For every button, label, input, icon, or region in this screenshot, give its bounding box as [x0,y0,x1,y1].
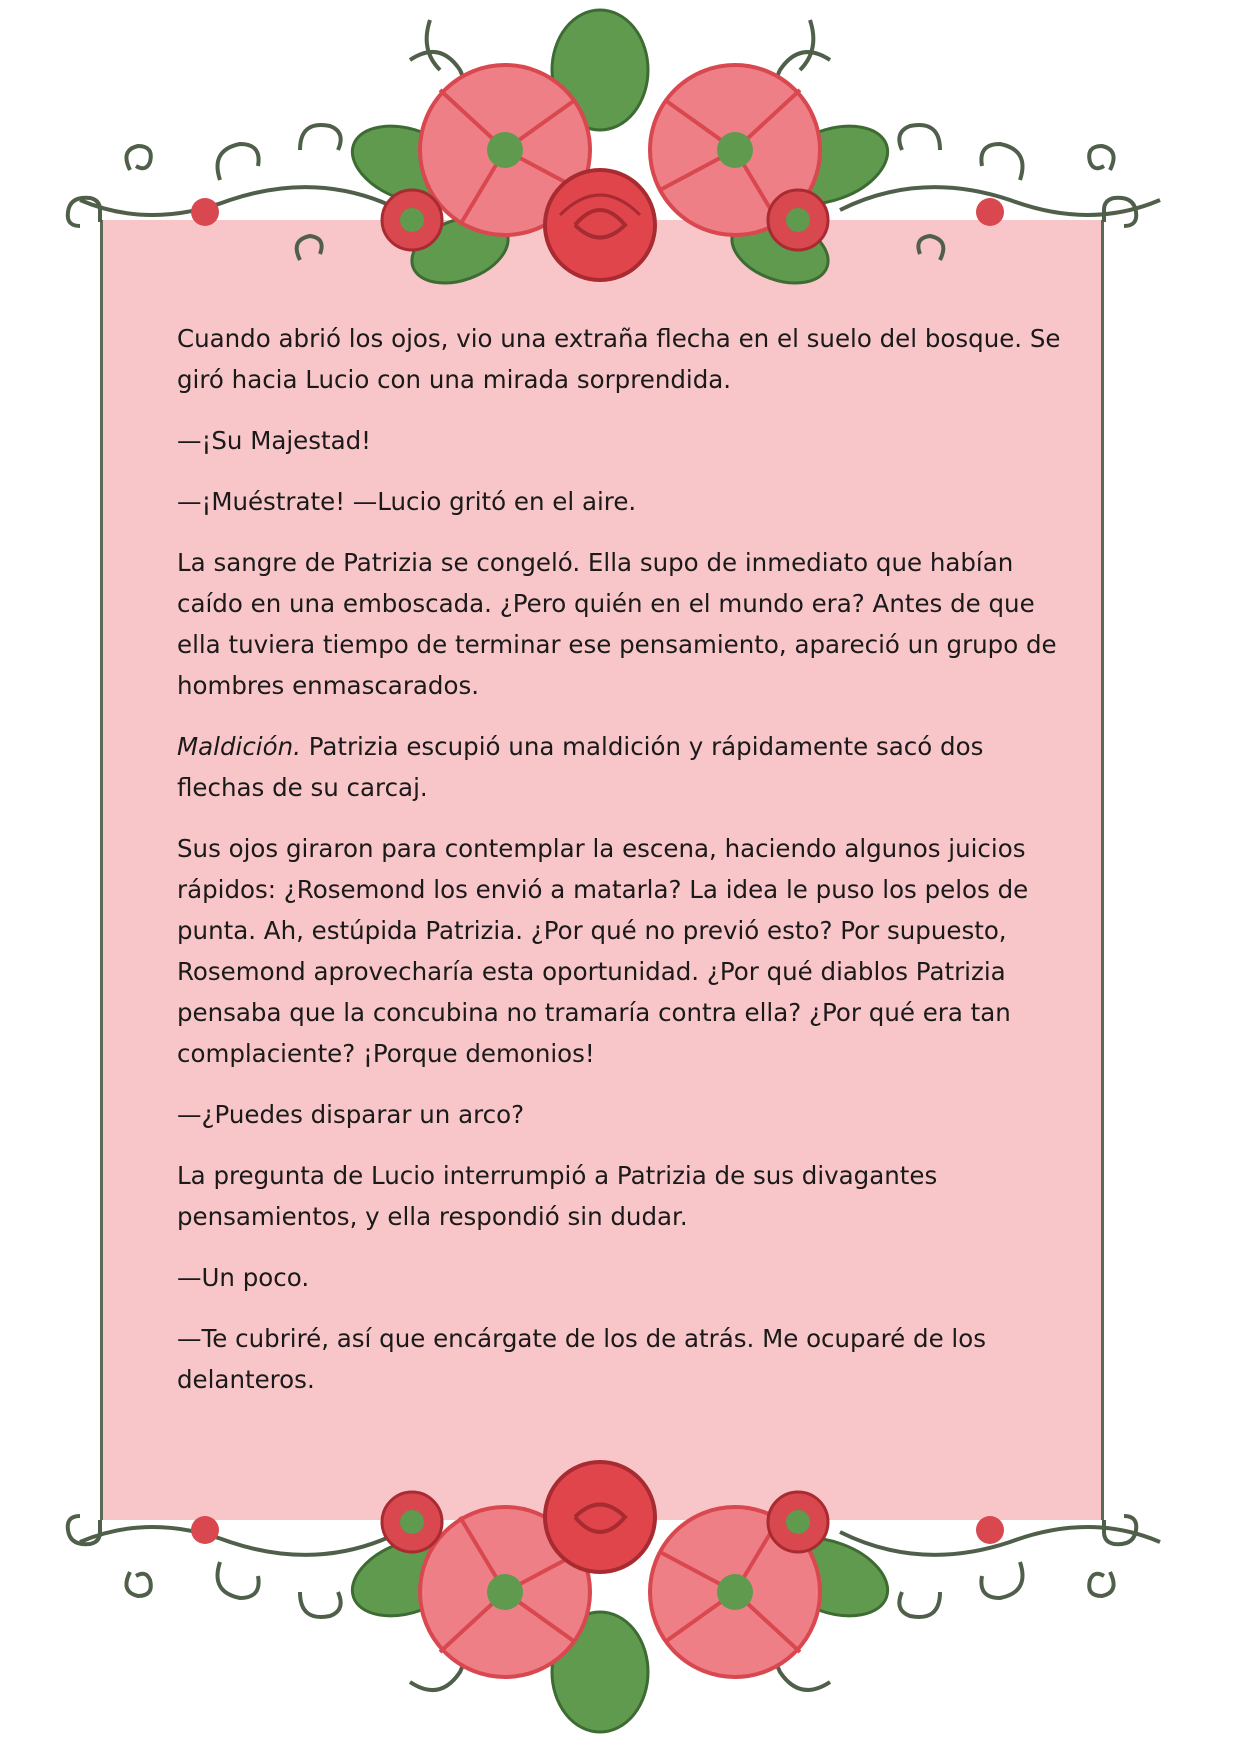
paragraph-1: Cuando abrió los ojos, vio una extraña flecha en el suelo del bosque. Se giró hacia Lucio con una mirada sorprendida. [177,324,1061,394]
paragraph-2: —¡Su Majestad! [177,426,371,455]
paragraph-8: La pregunta de Lucio interrumpió a Patrizia de sus divagantes pensamientos, y ella respondió sin dudar. [177,1161,938,1231]
paragraph-5 [177,726,1067,808]
paragraph-7: —¿Puedes disparar un arco? [177,1100,525,1129]
paragraph-4: La sangre de Patrizia se congeló. Ella supo de inmediato que habían caído en una emboscada. ¿Pero quién en el mundo era? Antes de que ella tuviera tiempo de terminar ese pensamiento, apareció un grupo de hombres enmascarados. [177,548,1057,700]
paragraph-5-text: Patrizia escupió una maldición y rápidamente sacó dos flechas de su carcaj. [177,732,984,802]
paragraph-10: —Te cubriré, así que encárgate de los de atrás. Me ocuparé de los delanteros. [177,1324,986,1394]
paragraph-9: —Un poco. [177,1263,310,1292]
paragraph-3: —¡Muéstrate! —Lucio gritó en el aire. [177,487,637,516]
top-floral-ornament-icon [0,0,1240,340]
bottom-floral-ornament-icon [0,1410,1240,1754]
story-text [177,318,1067,1420]
paragraph-6: Sus ojos giraron para contemplar la escena, haciendo algunos juicios rápidos: ¿Rosemond los envió a matarla? La idea le puso los pelos de punta. Ah, estúpida Patrizia. ¿Por qué no previó esto? Por supuesto, Rosemond aprovecharía esta oportunidad. ¿Por qué diablos Patrizia pensaba que la concubina no tramaría contra ella? ¿Por qué era tan complaciente? ¡Porque demonios! [177,834,1029,1068]
italic-word: Maldición. [177,732,301,761]
